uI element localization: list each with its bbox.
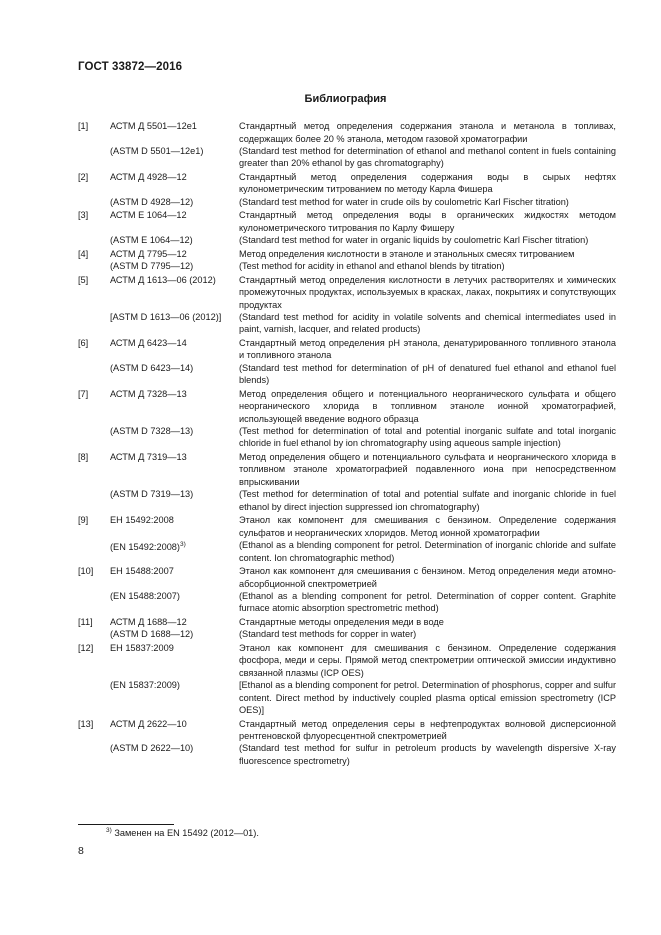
bibliography-entry (78, 234, 616, 246)
entry-code (110, 616, 239, 628)
entry-description: Стандартный метод определения воды в органических жидкостях методом кулонометрического титрования по Карлу Фишеру (239, 210, 616, 233)
entry-code (110, 718, 239, 730)
bibliography-entry (78, 388, 616, 425)
entry-code (110, 311, 239, 323)
entry-code-text: (EN 15492:2008) (110, 542, 180, 553)
entry-code-text: (ASTM D 5501—12e1) (110, 146, 204, 156)
entry-description: Стандартный метод определения pH этанола, денатурированного топливного этанола и топливного этанола (239, 338, 616, 361)
entry-code-text: (EN 15837:2009) (110, 680, 180, 691)
entry-description: Этанол как компонент для смешивания с бензином. Определение содержания фосфора, меди и серы. Прямой метод спектрометрии оптической эмиссии индуктивно связанной плазмы (ICP OES) (239, 642, 616, 678)
page-number: 8 (78, 845, 84, 857)
bibliography-entry (78, 145, 616, 170)
entry-code (110, 565, 239, 577)
entry-code (110, 742, 239, 754)
bibliography-entry (78, 337, 616, 362)
entry-description: Стандартные методы определения меди в воде (239, 616, 444, 627)
entry-code-text: (ASTM D 7328—13) (110, 426, 194, 437)
section-title: Библиография (304, 93, 387, 105)
entry-description: (Standard test method for determination of pH of denatured fuel ethanol and ethanol fuel blends) (239, 362, 616, 386)
entry-code-text: АСТМ Д 6423—14 (110, 338, 187, 349)
entry-description: (Standard test method for water in crude oils by coulometric Karl Fischer titration) (239, 196, 569, 207)
entry-code (110, 234, 239, 246)
entry-description: (Test method for determination of total and potential sulfate and inorganic chloride in fuel ethanol by direct injection suppressed ion chromatography) (239, 489, 616, 512)
entry-number: [2] (78, 172, 89, 182)
entry-code-text: АСТМ Д 2622—10 (110, 718, 187, 729)
entry-code-text: [ASTM D 1613—06 (2012)] (110, 312, 222, 323)
entry-code (110, 362, 239, 374)
entry-code (110, 451, 239, 463)
bibliography-entry (78, 616, 616, 628)
bibliography-entry (78, 565, 616, 590)
bibliography-entry (78, 488, 616, 513)
bibliography-entry (78, 311, 616, 336)
bibliography-entry (78, 260, 616, 272)
entry-code (110, 628, 239, 640)
entry-code (110, 590, 239, 602)
entry-number: [5] (78, 274, 89, 285)
entry-description: (Ethanol as a blending component for petrol. Determination of inorganic chloride and sulfate content. Ion chromatographic method) (239, 540, 616, 563)
entry-code (110, 145, 239, 157)
entry-number: [4] (78, 248, 89, 259)
entry-code (110, 679, 239, 691)
entry-code (110, 209, 239, 221)
entry-code (110, 425, 239, 437)
bibliography-entry (78, 514, 616, 539)
entry-code (110, 539, 239, 553)
entry-description: (Test method for acidity in ethanol and ethanol blends by titration) (239, 261, 505, 272)
entry-code (110, 171, 239, 183)
entry-code (110, 337, 239, 349)
entry-code (110, 248, 239, 260)
entry-description: Стандартный метод определения серы в нефтепродуктах волновой дисперсионной рентгеновской флуоресцентной спектрометрией (239, 718, 616, 741)
footnote-divider (78, 824, 174, 825)
bibliography-entry (78, 120, 616, 145)
bibliography-entry (78, 642, 616, 679)
entry-description: Стандартный метод определения содержания этанола и метанола в топливах, содержащих более 20 % этанола, методом газовой хроматографии (239, 121, 616, 144)
entry-code (110, 260, 239, 272)
entry-code-text: ЕН 15492:2008 (110, 515, 174, 526)
bibliography-entry (78, 718, 616, 743)
bibliography-entry (78, 196, 616, 208)
entry-code-text: АСТМ Д 4928—12 (110, 172, 187, 182)
entry-code-text: АСТМ Д 1613—06 (2012) (110, 274, 216, 285)
bibliography-list (78, 119, 616, 767)
entry-code-text: АСТМ Д 7328—13 (110, 388, 187, 399)
entry-code-text: АСТМ Д 7795—12 (110, 248, 187, 259)
entry-description: (Standard test method for acidity in volatile solvents and chemical intermediates used in paint, varnish, lacquer, and related products) (239, 312, 616, 335)
entry-description: (Standard test method for determination of ethanol and methanol content in fuels containing greater than 20% ethanol by gas chromatography) (239, 146, 616, 169)
entry-code (110, 120, 239, 132)
bibliography-entry (78, 628, 616, 640)
bibliography-entry (78, 362, 616, 387)
entry-code (110, 514, 239, 526)
entry-code-text: ЕН 15837:2009 (110, 642, 174, 653)
entry-code (110, 488, 239, 500)
entry-number: [8] (78, 452, 89, 463)
entry-number: [7] (78, 388, 89, 399)
entry-description: (Test method for determination of total and potential inorganic sulfate and total inorganic chloride in fuel ethanol by ion chromatography using aqueous sample injection) (239, 426, 616, 449)
entry-description: Этанол как компонент для смешивания с бензином. Определение содержания сульфатов и неорганических хлоридов. Метод ионной хроматографии (239, 515, 616, 538)
entry-description: Метод определения кислотности в этаноле и этанольных смесях титрованием (239, 248, 575, 259)
entry-description: [Ethanol as a blending component for petrol. Determination of phosphorus, copper and sulfur content. Direct method by inductively coupled plasma optical emission spectrometry (ICP OES)] (239, 680, 616, 715)
entry-code-text: (ASTM D 4928—12) (110, 196, 194, 207)
entry-code-text: АСТМ Д 1688—12 (110, 616, 187, 627)
entry-code-text: (ASTM E 1064—12) (110, 235, 193, 246)
entry-description: Этанол как компонент для смешивания с бензином. Метод определения меди атомно-абсорбционной спектрометрией (239, 566, 616, 589)
entry-number: [12] (78, 642, 94, 653)
entry-code-text: АСТМ Д 7319—13 (110, 452, 187, 463)
entry-description: Стандартный метод определения содержания воды в сырых нефтях кулонометрическим титрованием по методу Карла Фишера (239, 172, 616, 195)
entry-code-text: (ASTM D 6423—14) (110, 362, 194, 373)
entry-number: [10] (78, 566, 94, 577)
entry-number: [1] (78, 121, 89, 132)
entry-code (110, 642, 239, 654)
entry-number: [3] (78, 210, 89, 221)
bibliography-entry (78, 679, 616, 716)
entry-number: [11] (78, 616, 93, 627)
footnote-reference: 3) (179, 541, 186, 549)
entry-description: Метод определения общего и потенциального неорганического сульфата и общего неорганического хлорида в топливном этаноле ионной хроматографией, использующей введение водного образца (239, 388, 616, 424)
bibliography-entry (78, 274, 616, 311)
entry-number: [6] (78, 338, 89, 349)
bibliography-entry (78, 425, 616, 450)
entry-description: (Standard test methods for copper in water) (239, 629, 417, 640)
entry-description: Стандартный метод определения кислотности в летучих растворителях и химических промежуточных продуктах, используемых в красках, лаках, покрытиях и сопутствующих продуктах (239, 274, 616, 310)
entry-description: Метод определения общего и потенциального сульфата и неорганического хлорида в топливном этаноле хроматографией подавленного иона при непосредственном впрыскивании (239, 452, 616, 487)
bibliography-entry (78, 171, 616, 196)
entry-code (110, 196, 239, 208)
bibliography-entry (78, 742, 616, 767)
entry-code-text: (ASTM D 1688—12) (110, 629, 194, 640)
entry-code-text: АСТМ Е 1064—12 (110, 210, 187, 221)
bibliography-entry (78, 590, 616, 615)
entry-code-text: (EN 15488:2007) (110, 590, 180, 601)
entry-number: [13] (78, 718, 94, 729)
entry-code (110, 388, 239, 400)
bibliography-entry (78, 539, 616, 564)
bibliography-entry (78, 209, 616, 234)
entry-code-text: ЕН 15488:2007 (110, 566, 174, 577)
entry-description: (Standard test method for water in organic liquids by coulometric Karl Fischer titration) (239, 235, 589, 246)
entry-code-text: (ASTM D 7795—12) (110, 261, 194, 272)
entry-number: [9] (78, 515, 89, 526)
entry-description: (Ethanol as a blending component for petrol. Determination of copper content. Graphite furnace atomic absorption spectrometric method) (239, 590, 616, 614)
entry-code (110, 274, 239, 286)
entry-code-text: АСТМ Д 5501—12e1 (110, 121, 197, 132)
footnote (106, 827, 259, 838)
entry-description: (Standard test method for sulfur in petroleum products by wavelength dispersive X-ray fluorescence spectrometry) (239, 743, 616, 766)
entry-code-text: (ASTM D 2622—10) (110, 743, 194, 754)
document-header: ГОСТ 33872—2016 (78, 61, 183, 73)
footnote-mark: 3) (106, 827, 112, 834)
bibliography-entry (78, 451, 616, 488)
entry-code-text: (ASTM D 7319—13) (110, 489, 194, 500)
bibliography-entry (78, 248, 616, 260)
footnote-text: Заменен на EN 15492 (2012—01). (111, 828, 259, 839)
